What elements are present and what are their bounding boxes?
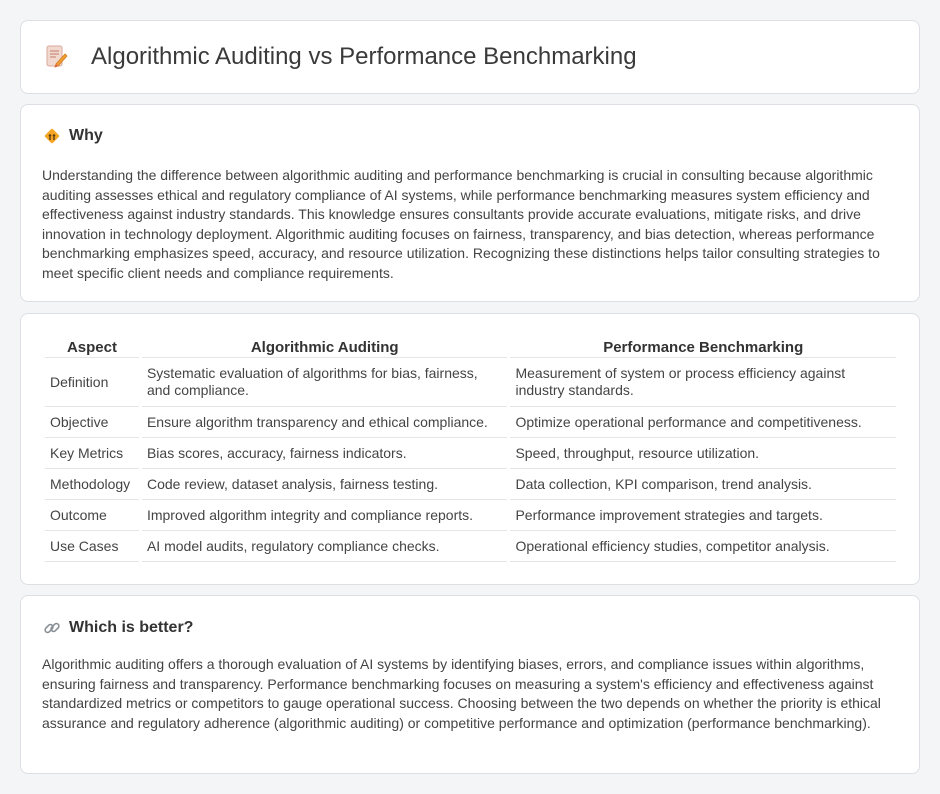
header-algorithmic-auditing: Algorithmic Auditing bbox=[142, 335, 508, 358]
diamond-sign-icon bbox=[43, 127, 61, 145]
table-row bbox=[45, 469, 896, 500]
document-pencil-icon bbox=[45, 44, 67, 70]
table-header-row bbox=[45, 335, 896, 358]
link-icon bbox=[43, 619, 61, 637]
table-row bbox=[45, 358, 896, 407]
row-benchmarking-cell: Optimize operational performance and competitiveness. bbox=[510, 407, 896, 438]
row-auditing-cell: Improved algorithm integrity and compliance reports. bbox=[142, 500, 508, 531]
table-row bbox=[45, 438, 896, 469]
row-benchmarking-cell: Measurement of system or process efficiency against industry standards. bbox=[510, 358, 896, 407]
why-text: Understanding the difference between algorithmic auditing and performance benchmarking is crucial in consulting because algorithmic auditing assesses ethical and regulatory compliance of AI systems, while performance benchmarking measures system efficiency and effectiveness against industry standards. This knowledge ensures consultants provide accurate evaluations, mitigate risks, and drive innovation in technology deployment. Algorithmic auditing focuses on fairness, transparency, and bias detection, whereas performance benchmarking emphasizes speed, accuracy, and resource utilization. Recognizing these distinctions helps tailor consulting strategies to meet specific client needs and compliance requirements. bbox=[42, 167, 880, 281]
row-aspect: Outcome bbox=[45, 500, 139, 531]
table-row bbox=[45, 531, 896, 562]
why-heading: Why bbox=[69, 127, 103, 144]
row-benchmarking-cell: Performance improvement strategies and targets. bbox=[510, 500, 896, 531]
comparison-table bbox=[42, 335, 899, 562]
comparison-table-card bbox=[20, 313, 920, 585]
header-performance-benchmarking: Performance Benchmarking bbox=[510, 335, 896, 358]
better-heading: Which is better? bbox=[69, 619, 194, 636]
row-aspect: Definition bbox=[45, 358, 139, 407]
header-aspect: Aspect bbox=[45, 335, 139, 358]
better-heading-row bbox=[43, 619, 193, 637]
row-benchmarking-cell: Data collection, KPI comparison, trend analysis. bbox=[510, 469, 896, 500]
better-text: Algorithmic auditing offers a thorough evaluation of AI systems by identifying biases, errors, and compliance issues within algorithms, ensuring fairness and transparency. Performance benchmarking focuses on measuring a system's efficiency and effectiveness against standardized metrics or competitors to gauge operational success. Choosing between the two depends on whether the priority is ethical assurance and regulatory adherence (algorithmic auditing) or competitive performance and optimization (performance benchmarking). bbox=[42, 656, 881, 731]
row-auditing-cell: Code review, dataset analysis, fairness testing. bbox=[142, 469, 508, 500]
row-auditing-cell: AI model audits, regulatory compliance checks. bbox=[142, 531, 508, 562]
row-aspect: Objective bbox=[45, 407, 139, 438]
row-auditing-cell: Bias scores, accuracy, fairness indicators. bbox=[142, 438, 508, 469]
why-section bbox=[20, 104, 920, 302]
row-benchmarking-cell: Operational efficiency studies, competitor analysis. bbox=[510, 531, 896, 562]
why-heading-row bbox=[43, 127, 103, 145]
which-is-better-section bbox=[20, 595, 920, 774]
row-aspect: Use Cases bbox=[45, 531, 139, 562]
table-row bbox=[45, 407, 896, 438]
table-row bbox=[45, 500, 896, 531]
row-benchmarking-cell: Speed, throughput, resource utilization. bbox=[510, 438, 896, 469]
row-auditing-cell: Ensure algorithm transparency and ethical compliance. bbox=[142, 407, 508, 438]
row-aspect: Methodology bbox=[45, 469, 139, 500]
row-auditing-cell: Systematic evaluation of algorithms for bias, fairness, and compliance. bbox=[142, 358, 508, 407]
title-card bbox=[20, 20, 920, 94]
row-aspect: Key Metrics bbox=[45, 438, 139, 469]
page-title: Algorithmic Auditing vs Performance Benchmarking bbox=[91, 43, 637, 70]
